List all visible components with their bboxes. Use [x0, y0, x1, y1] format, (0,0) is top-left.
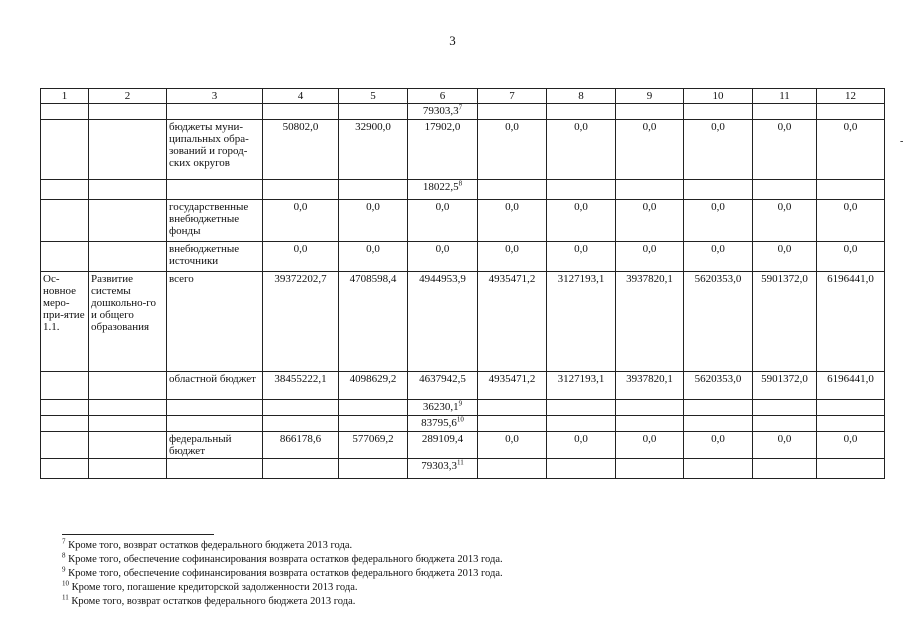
value-cell — [753, 432, 817, 459]
footnote-reference: 7 — [458, 103, 463, 112]
value-cell — [263, 416, 339, 432]
table-row — [41, 120, 885, 180]
funding-source-cell — [167, 416, 263, 432]
value-cell — [547, 416, 616, 432]
value-text: 0,0 — [711, 121, 725, 133]
footnote-item — [62, 567, 503, 581]
value-cell — [339, 180, 408, 200]
value-cell — [616, 432, 684, 459]
value-text: 0,0 — [366, 201, 380, 213]
value-cell — [339, 272, 408, 372]
activity-code-cell — [41, 372, 89, 400]
value-cell — [684, 432, 753, 459]
value-text: 3937820,1 — [626, 373, 673, 385]
activity-code-cell — [41, 120, 89, 180]
funding-source-cell: внебюджетные источники — [167, 242, 263, 272]
value-text: 5901372,0 — [761, 273, 808, 285]
footnote-text: Кроме того, обеспечение софинансирования возврата остатков федерального бюджета 2013 года. — [68, 568, 503, 579]
value-cell — [684, 459, 753, 479]
value-cell — [753, 200, 817, 242]
footnote-item — [62, 553, 503, 567]
value-cell — [339, 104, 408, 120]
footnote-item — [62, 581, 503, 595]
value-cell — [547, 432, 616, 459]
value-text: 4935471,2 — [488, 373, 536, 385]
value-cell — [478, 242, 547, 272]
value-cell — [616, 400, 684, 416]
value-text: 0,0 — [505, 121, 519, 133]
value-text: 32900,0 — [355, 121, 391, 133]
footnote-mark: 8 — [62, 551, 66, 560]
value-text: 0,0 — [711, 201, 725, 213]
value-cell — [339, 400, 408, 416]
value-cell — [478, 432, 547, 459]
value-cell — [339, 432, 408, 459]
margin-mark: - — [900, 136, 904, 147]
value-cell — [339, 200, 408, 242]
value-cell — [817, 120, 885, 180]
value-text: 38455222,1 — [274, 373, 327, 385]
table-row — [41, 180, 885, 200]
value-cell — [478, 400, 547, 416]
value-cell — [408, 272, 478, 372]
value-cell — [684, 400, 753, 416]
value-text: 0,0 — [777, 121, 792, 133]
value-cell — [817, 242, 885, 272]
value-text: 39372202,7 — [274, 273, 327, 285]
value-text: 4944953,9 — [419, 273, 466, 285]
footnote-reference: 9 — [458, 399, 463, 408]
value-cell — [547, 120, 616, 180]
value-cell — [263, 120, 339, 180]
header-cell: 8 — [547, 89, 616, 104]
table-row — [41, 272, 885, 372]
value-text: 0,0 — [574, 201, 588, 213]
value-cell — [408, 104, 478, 120]
footnotes — [62, 539, 503, 609]
footnote-mark: 11 — [62, 593, 69, 602]
value-cell — [263, 180, 339, 200]
value-cell — [684, 272, 753, 372]
header-cell: 2 — [89, 89, 167, 104]
value-text: 0,0 — [366, 243, 380, 255]
value-text: 4637942,5 — [419, 373, 466, 385]
value-cell — [753, 180, 817, 200]
footnote-item — [62, 539, 503, 553]
header-cell: 6 — [408, 89, 478, 104]
value-text: 0,0 — [642, 201, 657, 213]
page-number: 3 — [449, 33, 456, 48]
footnote-reference: 8 — [458, 179, 463, 188]
activity-name-cell — [89, 180, 167, 200]
value-cell — [547, 372, 616, 400]
funding-source-cell: федеральный бюджет — [167, 432, 263, 459]
value-cell — [684, 416, 753, 432]
funding-source-cell — [167, 459, 263, 479]
value-text: 3127193,1 — [557, 273, 605, 285]
header-cell: 7 — [478, 89, 547, 104]
footnote-reference: 11 — [457, 458, 464, 467]
value-text: 0,0 — [505, 201, 519, 213]
value-cell — [263, 272, 339, 372]
activity-code-cell — [41, 459, 89, 479]
value-cell — [817, 459, 885, 479]
activity-code-cell: Ос-новное меро-при-ятие 1.1. — [41, 272, 89, 372]
value-cell — [817, 372, 885, 400]
activity-name-cell — [89, 459, 167, 479]
value-cell — [263, 104, 339, 120]
funding-source-cell: государственные внебюджетные фонды — [167, 200, 263, 242]
value-cell — [817, 416, 885, 432]
value-cell — [616, 104, 684, 120]
value-cell — [263, 200, 339, 242]
value-cell — [616, 200, 684, 242]
value-cell — [817, 400, 885, 416]
value-cell — [753, 272, 817, 372]
value-text: 0,0 — [574, 121, 588, 133]
value-cell — [547, 104, 616, 120]
footnote-text: Кроме того, погашение кредиторской задолженности 2013 года. — [71, 582, 358, 593]
activity-name-cell — [89, 416, 167, 432]
table-row — [41, 459, 885, 479]
value-cell — [263, 400, 339, 416]
value-cell — [478, 120, 547, 180]
value-text: 0,0 — [843, 433, 858, 445]
value-cell — [547, 242, 616, 272]
value-text: 289109,4 — [421, 433, 464, 445]
value-cell — [263, 459, 339, 479]
value-cell — [408, 416, 478, 432]
activity-name-cell — [89, 242, 167, 272]
activity-code-cell — [41, 400, 89, 416]
footnote-mark: 10 — [62, 579, 69, 588]
value-text: 577069,2 — [352, 433, 394, 445]
value-text: 0,0 — [505, 243, 519, 255]
value-cell — [684, 242, 753, 272]
activity-code-cell — [41, 416, 89, 432]
value-text: 0,0 — [711, 433, 725, 445]
funding-source-cell — [167, 104, 263, 120]
budget-table — [40, 88, 885, 479]
value-cell — [616, 180, 684, 200]
value-text: 0,0 — [777, 201, 792, 213]
value-cell — [616, 120, 684, 180]
value-cell — [339, 459, 408, 479]
value-text: 17902,0 — [424, 121, 461, 133]
value-text: 5901372,0 — [761, 373, 808, 385]
value-cell — [478, 416, 547, 432]
value-text: 0,0 — [574, 243, 588, 255]
activity-code-cell — [41, 200, 89, 242]
activity-code-cell — [41, 432, 89, 459]
value-text: 4708598,4 — [349, 273, 397, 285]
value-text: 866178,6 — [279, 433, 322, 445]
value-text: 83795,6 — [421, 417, 457, 429]
value-text: 6196441,0 — [827, 373, 874, 385]
value-cell — [408, 180, 478, 200]
value-cell — [408, 242, 478, 272]
table-header-row — [41, 89, 885, 104]
value-cell — [616, 372, 684, 400]
table-row — [41, 372, 885, 400]
value-text: 0,0 — [777, 243, 792, 255]
footnote-text: Кроме того, обеспечение софинансирования возврата остатков федерального бюджета 2013 года. — [68, 554, 503, 565]
value-cell — [339, 416, 408, 432]
value-cell — [478, 200, 547, 242]
table-row — [41, 416, 885, 432]
value-cell — [753, 416, 817, 432]
value-cell — [339, 242, 408, 272]
value-cell — [753, 104, 817, 120]
value-cell — [547, 459, 616, 479]
value-text: 6196441,0 — [827, 273, 874, 285]
value-text: 50802,0 — [282, 121, 319, 133]
value-cell — [263, 372, 339, 400]
value-cell — [339, 120, 408, 180]
value-text: 36230,1 — [422, 401, 459, 413]
footnote-separator — [62, 534, 214, 535]
activity-name-cell — [89, 200, 167, 242]
value-cell — [408, 200, 478, 242]
value-cell — [478, 104, 547, 120]
value-text: 4098629,2 — [349, 373, 397, 385]
table-row — [41, 400, 885, 416]
value-cell — [684, 200, 753, 242]
footnote-mark: 7 — [62, 537, 66, 546]
header-cell: 9 — [616, 89, 684, 104]
value-text: 0,0 — [435, 201, 450, 213]
value-text: 0,0 — [642, 243, 657, 255]
value-cell — [547, 180, 616, 200]
header-cell: 11 — [753, 89, 817, 104]
table-row — [41, 432, 885, 459]
value-cell — [817, 200, 885, 242]
value-cell — [547, 200, 616, 242]
value-text: 5620353,0 — [694, 373, 742, 385]
activity-code-cell — [41, 242, 89, 272]
value-cell — [616, 459, 684, 479]
funding-source-cell: областной бюджет — [167, 372, 263, 400]
value-text: 0,0 — [843, 243, 858, 255]
activity-name-cell — [89, 120, 167, 180]
value-text: 0,0 — [843, 121, 858, 133]
activity-name-cell: Развитие системы дошкольно-го и общего образования — [89, 272, 167, 372]
activity-name-cell — [89, 372, 167, 400]
funding-source-cell: бюджеты муни-ципальных обра-зований и город-ских округов — [167, 120, 263, 180]
value-cell — [753, 120, 817, 180]
value-text: 79303,3 — [422, 105, 459, 117]
value-cell — [478, 372, 547, 400]
funding-source-cell — [167, 180, 263, 200]
value-text: 0,0 — [505, 433, 519, 445]
value-cell — [684, 120, 753, 180]
value-cell — [263, 432, 339, 459]
value-cell — [684, 372, 753, 400]
value-cell — [478, 272, 547, 372]
header-cell: 10 — [684, 89, 753, 104]
header-cell: 4 — [263, 89, 339, 104]
header-cell: 1 — [41, 89, 89, 104]
value-text: 0,0 — [642, 121, 657, 133]
footnote-item — [62, 595, 503, 609]
value-text: 3127193,1 — [557, 373, 605, 385]
value-cell — [817, 272, 885, 372]
header-cell: 3 — [167, 89, 263, 104]
value-cell — [753, 372, 817, 400]
footnote-reference: 10 — [456, 415, 464, 424]
value-cell — [684, 180, 753, 200]
header-cell: 12 — [817, 89, 885, 104]
value-cell — [263, 242, 339, 272]
funding-source-cell: всего — [167, 272, 263, 372]
value-cell — [817, 104, 885, 120]
value-cell — [547, 400, 616, 416]
value-cell — [753, 459, 817, 479]
activity-name-cell — [89, 400, 167, 416]
value-cell — [753, 242, 817, 272]
value-text: 4935471,2 — [488, 273, 536, 285]
value-cell — [408, 459, 478, 479]
value-cell — [616, 416, 684, 432]
value-cell — [684, 104, 753, 120]
value-text: 79303,3 — [421, 460, 457, 472]
table-row — [41, 104, 885, 120]
activity-code-cell — [41, 180, 89, 200]
activity-name-cell — [89, 104, 167, 120]
header-cell: 5 — [339, 89, 408, 104]
value-cell — [408, 372, 478, 400]
value-text: 0,0 — [777, 433, 792, 445]
value-cell — [817, 432, 885, 459]
value-text: 0,0 — [642, 433, 657, 445]
value-text: 3937820,1 — [626, 273, 673, 285]
value-cell — [478, 459, 547, 479]
table-row — [41, 200, 885, 242]
value-cell — [817, 180, 885, 200]
value-cell — [547, 272, 616, 372]
footnote-text: Кроме того, возврат остатков федерального бюджета 2013 года. — [68, 540, 353, 551]
value-text: 0,0 — [711, 243, 725, 255]
value-cell — [339, 372, 408, 400]
funding-source-cell — [167, 400, 263, 416]
value-cell — [616, 272, 684, 372]
table-row — [41, 242, 885, 272]
value-text: 0,0 — [435, 243, 450, 255]
value-text: 0,0 — [293, 201, 308, 213]
value-cell — [478, 180, 547, 200]
value-cell — [408, 400, 478, 416]
footnote-text: Кроме того, возврат остатков федерального бюджета 2013 года. — [71, 596, 356, 607]
value-text: 0,0 — [574, 433, 588, 445]
value-text: 18022,5 — [422, 181, 459, 193]
value-cell — [408, 432, 478, 459]
activity-code-cell — [41, 104, 89, 120]
value-cell — [616, 242, 684, 272]
value-cell — [753, 400, 817, 416]
value-text: 0,0 — [293, 243, 308, 255]
value-text: 5620353,0 — [694, 273, 742, 285]
activity-name-cell — [89, 432, 167, 459]
value-cell — [408, 120, 478, 180]
footnote-mark: 9 — [62, 565, 66, 574]
value-text: 0,0 — [843, 201, 858, 213]
